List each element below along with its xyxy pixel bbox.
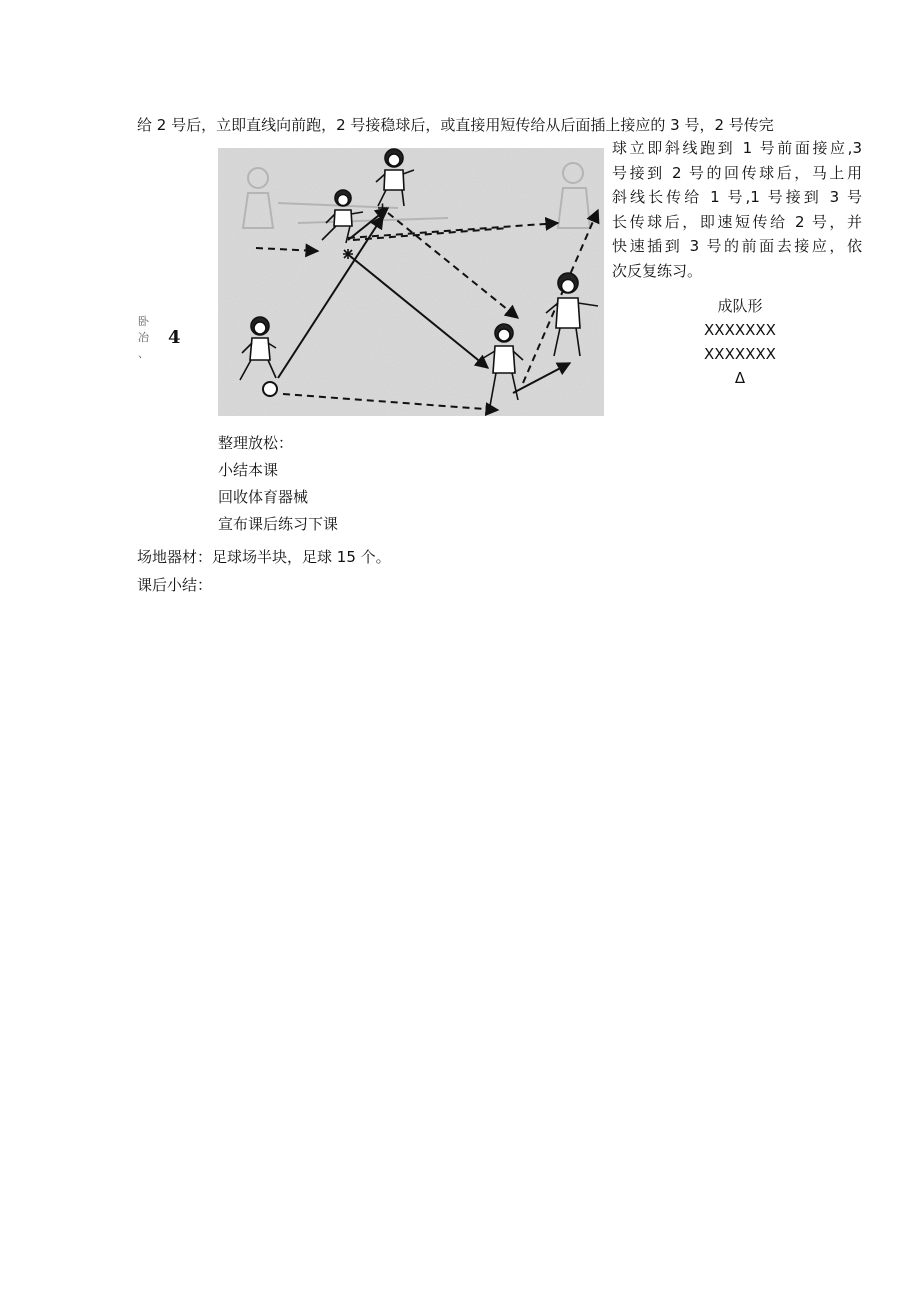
drill-description-line: 球立即斜线跑到 1 号前面接应,3 — [612, 139, 862, 157]
formation-diagram — [690, 294, 790, 390]
drill-description-line: 次反复练习。 — [612, 261, 703, 280]
summary-label: 课后小结： — [137, 576, 213, 594]
closing-steps — [218, 430, 338, 538]
drill-description-line: 长传球后，即速短传给 2 号，并 — [612, 212, 862, 231]
drill-description — [612, 136, 862, 283]
equipment-line: 场地器材：足球场半块，足球 15 个。 — [137, 548, 391, 566]
intro-paragraph-line: 给 2 号后，立即直线向前跑，2 号接稳球后，或直接用短传给从后面插上接应的 3 号，2 号传完 — [137, 116, 774, 134]
formation-row: XXXXXXX — [704, 321, 776, 339]
formation-teacher-symbol: Δ — [734, 369, 746, 387]
ball — [263, 382, 277, 396]
closing-step: 小结本课 — [218, 461, 279, 479]
drill-description-line: 斜线长传给 1 号,1 号接到 3 号 — [612, 188, 862, 206]
closing-step: 整理放松： — [218, 434, 294, 452]
drill-description-line: 号接到 2 号的回传球后，马上用 — [612, 163, 862, 182]
formation-title: 成队形 — [717, 297, 763, 315]
soccer-drill-illustration — [218, 148, 604, 416]
closing-step: 回收体育器械 — [218, 488, 309, 506]
formation-row: XXXXXXX — [704, 345, 776, 363]
margin-mark — [138, 298, 152, 362]
margin-number: 4 — [168, 327, 181, 348]
drill-description-line: 快速插到 3 号的前面去接应，依 — [612, 237, 862, 255]
closing-step: 宣布课后练习下课 — [218, 515, 339, 533]
margin-mark-text: 卧 冶 、 — [138, 315, 149, 360]
